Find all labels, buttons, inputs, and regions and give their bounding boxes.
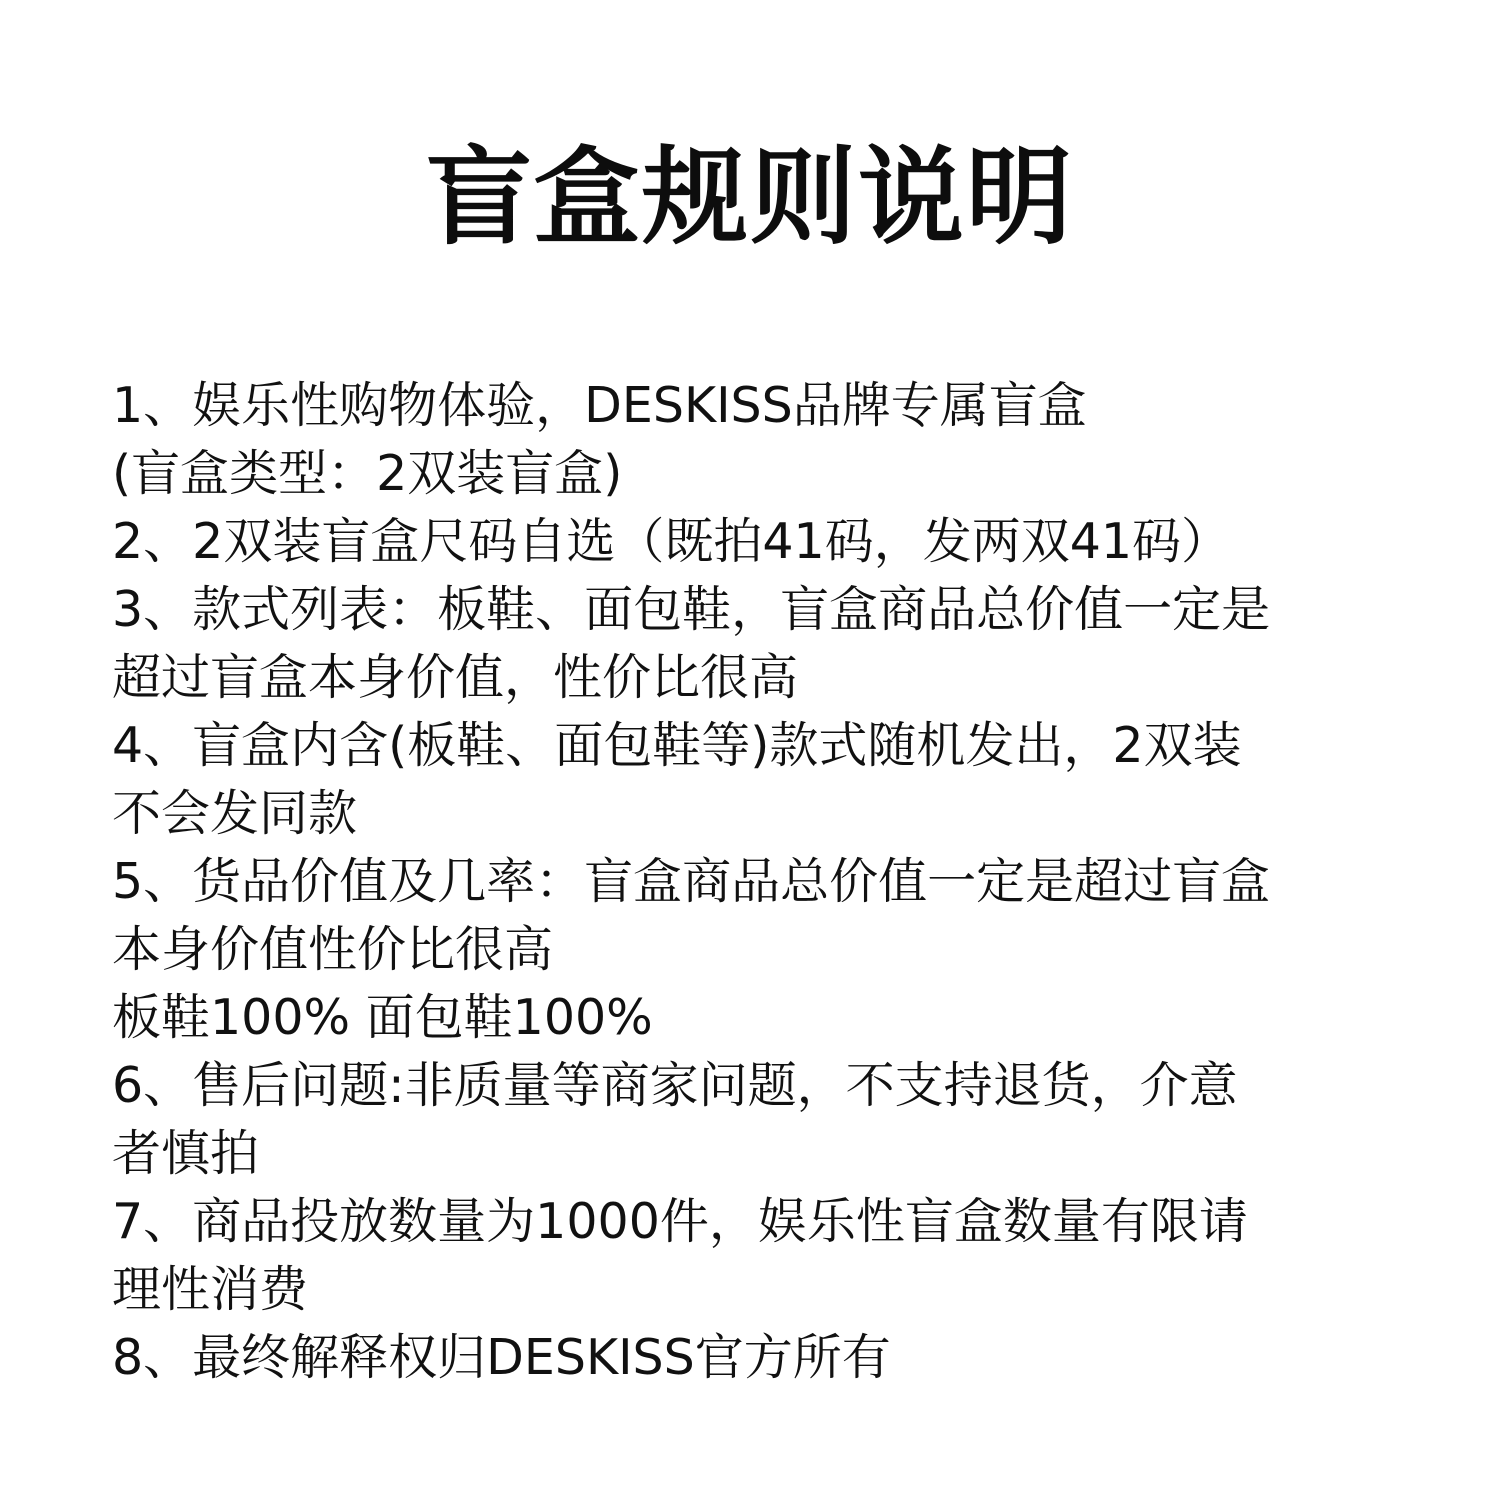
rule-line: 3、款式列表：板鞋、面包鞋，盲盒商品总价值一定是 bbox=[112, 581, 1271, 638]
rule-line: 5、货品价值及几率：盲盒商品总价值一定是超过盲盒 bbox=[112, 853, 1271, 910]
rule-line: 板鞋100% 面包鞋100% bbox=[112, 989, 653, 1046]
rule-line: (盲盒类型：2双装盲盒) bbox=[112, 445, 623, 502]
page-title: 盲盒规则说明 bbox=[426, 136, 1074, 259]
rule-line: 1、娱乐性购物体验，DESKISS品牌专属盲盒 bbox=[112, 377, 1087, 434]
rule-line: 8、最终解释权归DESKISS官方所有 bbox=[112, 1329, 891, 1386]
rule-line: 2、2双装盲盒尺码自选（既拍41码，发两双41码） bbox=[112, 513, 1231, 570]
rule-line: 4、盲盒内含(板鞋、面包鞋等)款式随机发出，2双装 bbox=[112, 717, 1242, 774]
rule-line: 者慎拍 bbox=[112, 1125, 260, 1182]
rule-line: 理性消费 bbox=[112, 1261, 309, 1318]
rule-line: 7、商品投放数量为1000件，娱乐性盲盒数量有限请 bbox=[112, 1193, 1248, 1250]
rule-line: 不会发同款 bbox=[112, 785, 358, 842]
rule-line: 本身价值性价比很高 bbox=[112, 921, 554, 978]
rules-list bbox=[112, 372, 1392, 1392]
rule-line: 超过盲盒本身价值，性价比很高 bbox=[112, 649, 799, 706]
rule-line: 6、售后问题:非质量等商家问题，不支持退货，介意 bbox=[112, 1057, 1238, 1114]
